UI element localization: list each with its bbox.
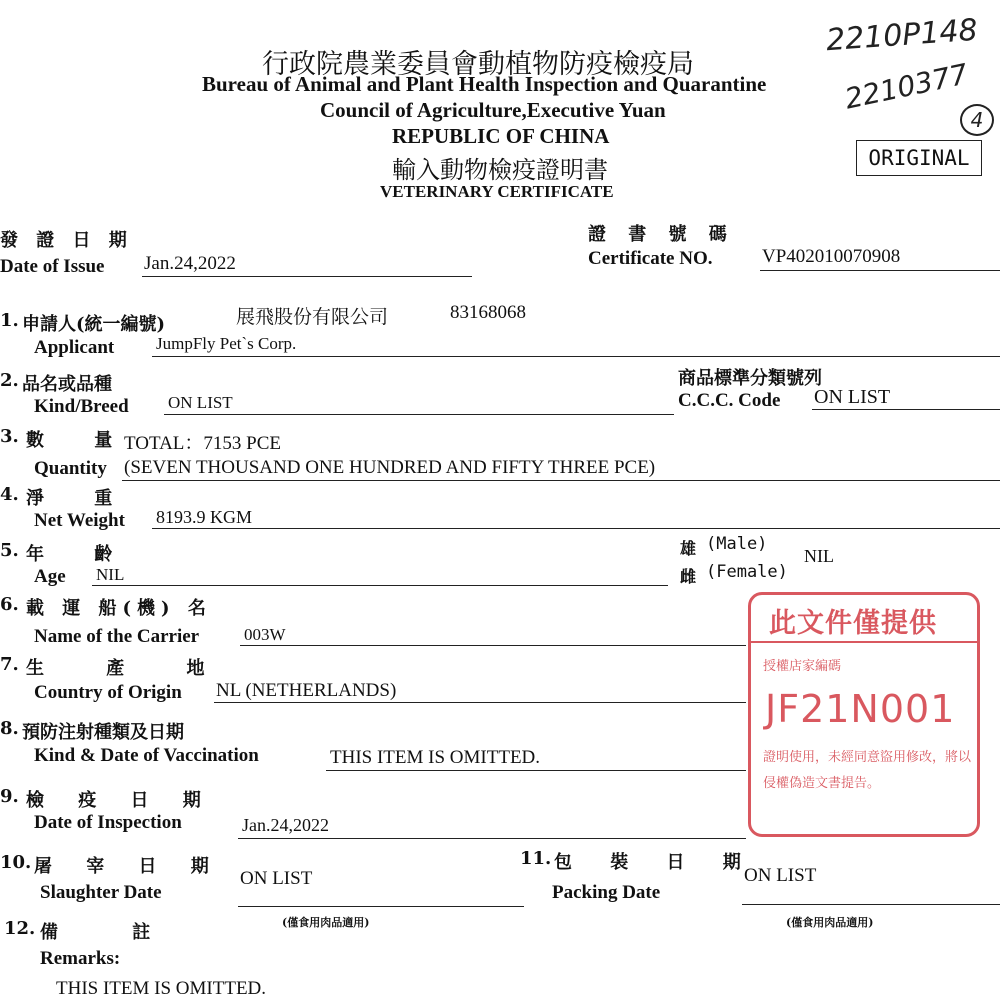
handwritten-note-1: 2210P148 <box>824 12 979 59</box>
carrier-label-cn: 載 運 船(機) 名 <box>26 598 212 619</box>
inspection-number: 9. <box>0 786 19 807</box>
male-label-cn: 雄 <box>680 539 697 558</box>
issue-label-cn: 發 證 日 期 <box>0 230 133 251</box>
applicant-number: 1. <box>0 310 19 331</box>
carrier-number: 6. <box>0 594 19 615</box>
applicant-name-cn: 展飛股份有限公司 <box>236 306 389 328</box>
handwritten-circle-number: 4 <box>960 104 994 136</box>
female-label-en: (Female) <box>706 562 788 582</box>
certificate-label-en: Certificate NO. <box>588 248 713 269</box>
age-label-en: Age <box>34 566 66 587</box>
ccc-label-en: C.C.C. Code <box>678 390 781 411</box>
kind-label-en: Kind/Breed <box>34 396 129 417</box>
age-number: 5. <box>0 540 19 561</box>
origin-label-cn: 生 產 地 <box>26 658 233 679</box>
kind-number: 2. <box>0 370 19 391</box>
bureau-title-en: Bureau of Animal and Plant Health Inspection and Quarantine <box>202 72 767 96</box>
bureau-title-cn: 行政院農業委員會動植物防疫檢疫局 <box>262 49 694 80</box>
packing-number: 11. <box>520 848 552 869</box>
net-weight-number: 4. <box>0 484 19 505</box>
male-label-en: (Male) <box>706 534 768 554</box>
packing-label-cn: 包 裝 日 期 <box>554 852 757 873</box>
kind-value: ON LIST <box>168 393 233 412</box>
handwritten-note-2: 2210377 <box>841 57 971 116</box>
slaughter-number: 10. <box>0 852 32 873</box>
ccc-value: ON LIST <box>814 386 891 408</box>
origin-label-en: Country of Origin <box>34 682 182 703</box>
issue-date-value: Jan.24,2022 <box>144 253 236 274</box>
inspection-label-cn: 檢 疫 日 期 <box>26 790 215 811</box>
quantity-label-cn: 數 量 <box>26 430 135 451</box>
certificate-title-cn: 輸入動物檢疫證明書 <box>392 156 608 184</box>
country-title: REPUBLIC OF CHINA <box>392 124 610 148</box>
carrier-label-en: Name of the Carrier <box>34 626 200 647</box>
certificate-label-cn: 證 書 號 碼 <box>588 224 735 245</box>
inspection-value: Jan.24,2022 <box>242 815 329 835</box>
ccc-label-cn: 商品標準分類號列 <box>678 368 822 389</box>
net-weight-label-en: Net Weight <box>34 510 125 531</box>
quantity-value: (SEVEN THOUSAND ONE HUNDRED AND FIFTY THREE PCE) <box>124 457 656 478</box>
authorization-stamp <box>748 592 980 837</box>
origin-number: 7. <box>0 654 19 675</box>
quantity-number: 3. <box>0 426 19 447</box>
stamp-text: 證明使用，未經同意盜用修改，將以侵權偽造文書提告。 <box>763 750 972 791</box>
quantity-total: TOTAL：7153 PCE <box>124 433 281 454</box>
slaughter-label-en: Slaughter Date <box>40 882 162 903</box>
slaughter-note: (僅食用肉品適用) <box>282 916 370 929</box>
vaccination-number: 8. <box>0 718 19 739</box>
slaughter-value: ON LIST <box>240 868 313 889</box>
applicant-value: JumpFly Pet`s Corp. <box>156 334 297 353</box>
applicant-label-cn: 申請人(統一編號) <box>22 314 166 335</box>
origin-value: NL (NETHERLANDS) <box>216 680 397 701</box>
vaccination-label-en: Kind & Date of Vaccination <box>34 745 259 766</box>
applicant-label-en: Applicant <box>34 337 115 358</box>
remarks-label-en: Remarks: <box>40 948 121 969</box>
remarks-number: 12. <box>4 918 36 939</box>
age-label-cn: 年 齡 <box>26 544 135 565</box>
female-label-cn: 雌 <box>680 567 697 586</box>
sex-value: NIL <box>804 546 834 566</box>
remarks-label-cn: 備 註 <box>40 922 185 943</box>
stamp-code: JF21N001 <box>765 687 956 731</box>
applicant-tax-id: 83168068 <box>450 302 526 323</box>
net-weight-value: 8193.9 KGM <box>156 507 253 527</box>
net-weight-label-cn: 淨 重 <box>26 488 135 509</box>
packing-label-en: Packing Date <box>552 882 661 903</box>
age-value: NIL <box>96 565 125 584</box>
stamp-subtitle: 授權店家編碼 <box>763 659 842 674</box>
issue-label-en: Date of Issue <box>0 256 105 277</box>
council-title: Council of Agriculture,Executive Yuan <box>320 98 666 122</box>
kind-label-cn: 品名或品種 <box>22 374 112 395</box>
packing-value: ON LIST <box>744 865 817 886</box>
certificate-number-value: VP402010070908 <box>762 246 901 267</box>
quantity-label-en: Quantity <box>34 458 107 479</box>
packing-note: (僅食用肉品適用) <box>786 916 874 929</box>
stamp-title: 此文件僅提供 <box>769 608 937 639</box>
vaccination-label-cn: 預防注射種類及日期 <box>22 722 184 743</box>
vaccination-value: THIS ITEM IS OMITTED. <box>330 747 541 768</box>
original-box: ORIGINAL <box>856 140 982 176</box>
remarks-value: THIS ITEM IS OMITTED. <box>56 978 267 999</box>
inspection-label-en: Date of Inspection <box>34 812 182 833</box>
certificate-title-en: VETERINARY CERTIFICATE <box>380 182 614 201</box>
slaughter-label-cn: 屠 宰 日 期 <box>34 856 223 877</box>
carrier-value: 003W <box>244 625 286 644</box>
